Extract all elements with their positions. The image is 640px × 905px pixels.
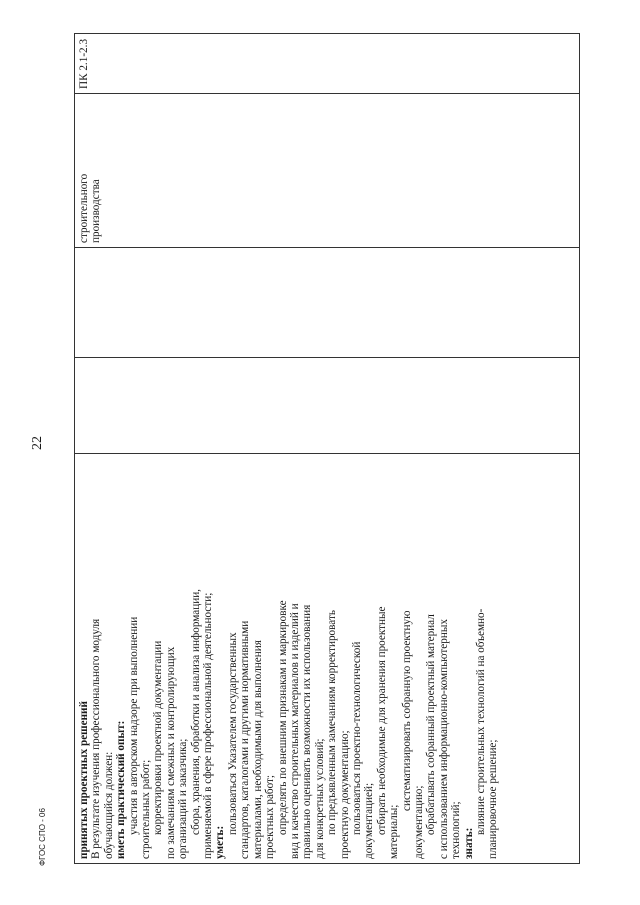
content-line: пользоваться Указателем государственных [226, 632, 239, 835]
content-lines [78, 458, 500, 859]
curriculum-table [74, 33, 580, 864]
footer-label: ФГОС СПО - 06 [38, 808, 47, 866]
content-line: уметь: [214, 825, 227, 859]
content-line: сбора, хранения, обработки и анализа информации, [189, 589, 202, 835]
content-line: правильно оценивать возможности их использования [301, 604, 314, 859]
content-line: пользоваться проектно-технологической [350, 641, 363, 835]
content-line: технологий; [450, 801, 463, 859]
content-line: участия в авторском надзоре при выполнении [127, 616, 140, 835]
content-line: принятых проектных решений [78, 701, 90, 859]
content-line: вид и качество строительных материалов и изделий и [288, 603, 301, 859]
discipline-line: строительного [78, 173, 90, 243]
content-line: определять по внешним признакам и маркировке [276, 600, 289, 835]
discipline-line: производства [90, 179, 103, 243]
empty-cell [75, 248, 580, 358]
hours-cell [75, 358, 580, 454]
content-line: обрабатывать собранный проектный материал [425, 614, 438, 835]
content-line: для конкретных условий; [313, 738, 326, 859]
content-cell [75, 454, 580, 864]
content-line: по предъявленным замечаниям корректировать [326, 610, 339, 835]
content-line: по замечаниям смежных и контролирующих [164, 646, 177, 859]
content-line: организаций и заказчика; [177, 738, 190, 859]
content-line: материалы; [388, 804, 401, 859]
content-line: обучающийся должен: [102, 751, 115, 859]
discipline-cell [75, 94, 580, 248]
table-row [75, 34, 580, 864]
content-line: В результате изучения профессионального модуля [90, 618, 103, 859]
content-line: систематизировать собранную проектную [400, 610, 413, 811]
content-line: проектных работ; [264, 774, 277, 859]
content-line: иметь практический опыт: [115, 720, 128, 859]
competence-code: ПК 2.1-2.3 [78, 38, 90, 89]
content-line: применяемой в сфере профессиональной деятельности; [202, 592, 215, 859]
content-line: строительных работ; [140, 759, 153, 859]
rotated-page [74, 34, 580, 864]
content-line: знать: [462, 827, 475, 859]
content-line: с использованием информационно-компьютерных [437, 619, 450, 859]
content-line: документацию; [412, 785, 425, 859]
content-line: материалами, необходимыми для выполнения [251, 640, 264, 859]
content-line: проектную документацию; [338, 730, 351, 859]
content-line: корректировки проектной документации [152, 640, 165, 835]
competence-cell [75, 34, 580, 94]
content-line: влияние строительных технологий на объемно- [475, 608, 487, 835]
content-line: стандартов, каталогами и другими нормативными [239, 620, 252, 859]
content-line: документацией; [363, 782, 376, 859]
content-line: планировочное решение; [487, 739, 500, 859]
page-number: 22 [30, 436, 45, 450]
content-line: отбирать необходимые для хранения проектные [375, 606, 388, 835]
